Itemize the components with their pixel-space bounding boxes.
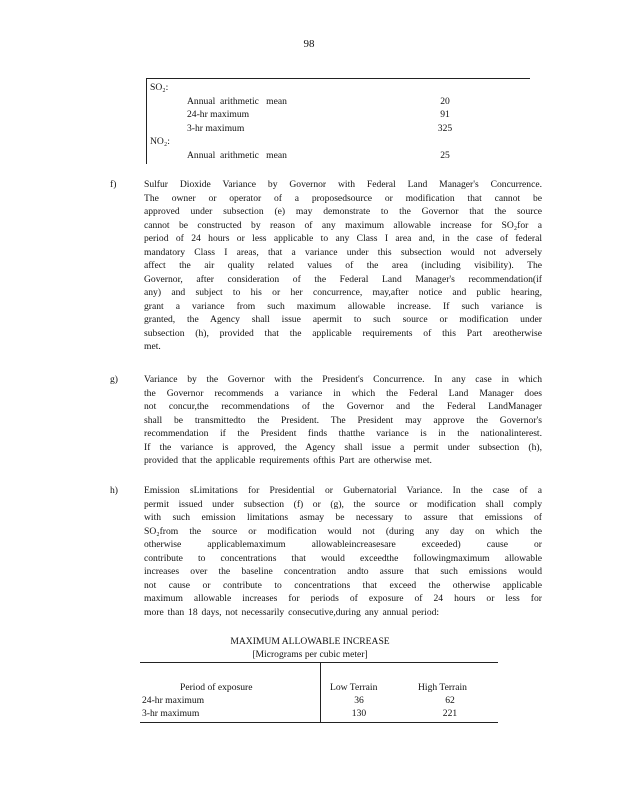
text-line: more than 18 days, not necessarily consecutive,during any annual period: — [144, 606, 440, 618]
row-value: 25 — [440, 149, 450, 161]
table-top-rule — [140, 662, 498, 663]
pollutant-label-no2: NO₂: — [150, 136, 170, 147]
paragraph-marker: h) — [110, 485, 118, 496]
table-row — [150, 122, 526, 136]
cell-low: 36 — [354, 695, 364, 706]
table-title: MAXIMUM ALLOWABLE INCREASE — [230, 636, 390, 647]
text-line: Governor, after consideration of the Federal Land Manager's recommendation(if — [144, 273, 542, 285]
text-line: mandatory Class I areas, that a variance under this subsection would not adversely — [144, 246, 542, 258]
header-high-terrain: High Terrain — [418, 682, 467, 693]
table-subtitle: [Micrograms per cubic meter] — [252, 649, 368, 660]
text-line: with such emission limitations asmay be necessary to assure that emissions of — [144, 512, 542, 523]
paragraph-marker: f) — [110, 179, 117, 190]
text-line: Emission sLimitations for Presidential or Gubernatorial Variance. In the case of a — [144, 485, 542, 496]
text-line: recommendation if the President finds thatthe variance is in the nationalinterest. — [144, 428, 542, 439]
cell-low: 130 — [351, 708, 367, 719]
row-value: 20 — [440, 95, 450, 107]
text-line: Variance by the Governor with the President's Concurrence. In any case in which — [144, 374, 542, 385]
text-line: permit issued under subsection (f) or (g), the source or modification shall comply — [144, 498, 542, 510]
text-line: otherwise applicablemaximum allowableincreasesare exceeded) cause or — [144, 539, 542, 550]
page-number: 98 — [303, 38, 315, 50]
text-line: maximum allowable increases for periods of exposure of 24 hours or less for — [144, 593, 542, 604]
text-line: provided that the applicable requirements ofthis Part are otherwise met. — [144, 455, 432, 466]
text-line: SO₂from the source or modification would not (during any day on which the — [144, 525, 542, 537]
text-line: subsection (h), provided that the applicable requirements of this Part areotherwise — [144, 327, 542, 339]
table-left-rule — [146, 78, 147, 164]
paragraph-marker: g) — [110, 374, 118, 385]
text-line: grant a variance from such maximum allowable increase. If such variance is — [144, 300, 542, 312]
row-value: 91 — [440, 109, 450, 120]
pollutant-label-so2: SO₂: — [150, 82, 169, 93]
row-label: Annual arithmetic mean — [187, 95, 287, 107]
row-label: 3-hr maximum — [187, 122, 245, 134]
text-line: approved under subsection (e) may demonstrate to the Governor that the source — [144, 206, 542, 217]
table-row — [150, 108, 526, 122]
paragraph-text — [144, 178, 542, 354]
cell-high: 221 — [442, 708, 458, 719]
text-line: Sulfur Dioxide Variance by Governor with Federal Land Manager's Concurrence. — [144, 179, 542, 190]
row-label: 24-hr maximum — [187, 109, 250, 120]
text-line: period of 24 hours or less applicable to any Class I area and, in the case of federal — [144, 233, 542, 244]
text-line: contribute to concentrations that would exceedthe followingmaximum allowable — [144, 552, 542, 564]
text-line: If the variance is approved, the Agency shall issue a permit under subsection (h), — [144, 441, 542, 453]
table-row — [140, 695, 498, 707]
text-line: the Governor recommends a variance in which the Federal Land Manager does — [144, 387, 542, 399]
header-period: Period of exposure — [180, 682, 253, 693]
text-line: any) and subject to his or her concurrence, may,after notice and public hearing, — [144, 287, 542, 298]
table-row — [150, 95, 526, 109]
text-line: shall be transmittedto the President. The President may approve the Governor's — [144, 414, 542, 426]
paragraph-text — [144, 373, 542, 468]
table-row — [140, 708, 498, 720]
row-value: 325 — [437, 122, 453, 134]
cell-high: 62 — [445, 695, 455, 706]
table-row — [150, 149, 526, 163]
table-top-rule — [146, 78, 530, 79]
text-line: affect the air quality related values of the area (including visibility). The — [144, 260, 542, 271]
cell-period: 24-hr maximum — [142, 695, 205, 706]
row-label: Annual arithmetic mean — [187, 149, 287, 161]
text-line: increases over the baseline concentration andto assure that such emissions would — [144, 566, 542, 577]
text-line: granted, the Agency shall issue apermit to such source or modification under — [144, 314, 542, 325]
text-line: met. — [144, 341, 161, 352]
cell-period: 3-hr maximum — [142, 708, 200, 719]
text-line: not cause or contribute to concentrations that exceed the otherwise applicable — [144, 579, 542, 591]
text-line: cannot be constructed by reason of any maximum allowable increase for SO₂for a — [144, 219, 542, 231]
text-line: The owner or operator of a proposedsource or modification that cannot be — [144, 192, 542, 204]
header-low-terrain: Low Terrain — [330, 682, 378, 693]
table-bottom-rule — [140, 722, 498, 723]
paragraph-text — [144, 484, 542, 619]
text-line: not concur,the recommendations of the Governor and the Federal LandManager — [144, 401, 542, 412]
